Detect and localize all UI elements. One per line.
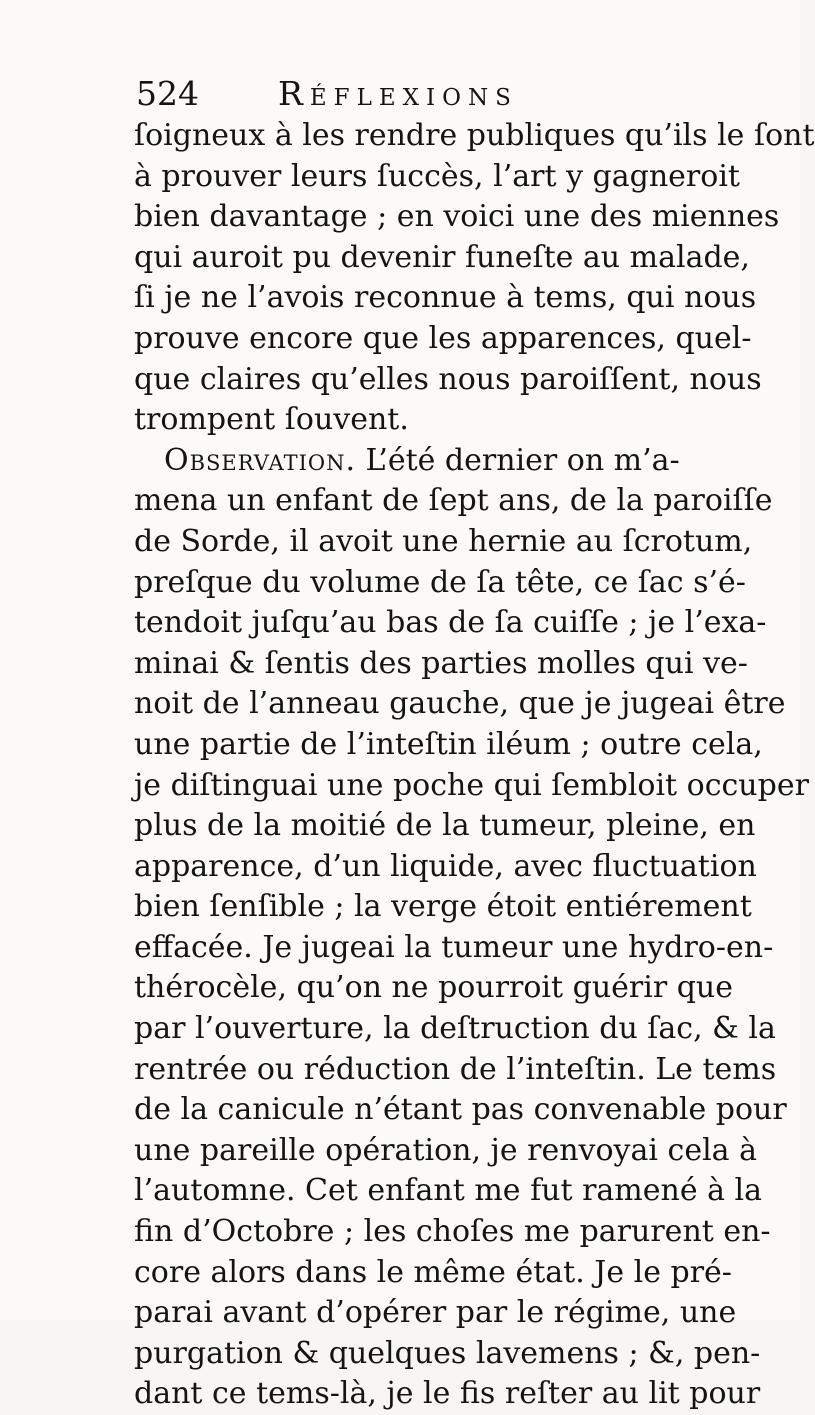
text-line: l’automne. Cet enfant me fut ramené à la — [134, 1173, 763, 1209]
text-line: bien davantage ; en voici une des miennes — [134, 199, 780, 235]
text-line: bien ſenſible ; la verge étoit entiérement — [134, 889, 752, 925]
text-line: je diſtinguai une poche qui ſembloit occuper — [134, 767, 809, 803]
text-line: qui auroit pu devenir funeſte au malade, — [134, 239, 750, 275]
text-line: parai avant d’opérer par le régime, une — [134, 1295, 737, 1331]
observation-heading: Observation. — [164, 442, 356, 478]
text-line: tendoit juſqu’au bas de ſa cuiſſe ; je l’exa- — [134, 605, 767, 641]
text-line: dant ce tems-là, je le fis reſter au lit pour — [134, 1376, 761, 1412]
text-line: core alors dans le même état. Je le pré- — [134, 1254, 732, 1290]
text-line: preſque du volume de ſa tête, ce ſac s’é- — [134, 564, 746, 600]
text-line: une pareille opération, je renvoyai cela à — [134, 1132, 757, 1168]
text-line: de la canicule n’étant pas convenable pour — [134, 1092, 787, 1128]
text-line: purgation & quelques lavemens ; &, pen- — [134, 1335, 761, 1371]
text-line: par l’ouverture, la deſtruction du ſac, & la — [134, 1011, 776, 1047]
text-line: ſoigneux à les rendre publiques qu’ils le ſont — [134, 118, 815, 153]
text-line: ſi je ne l’avois reconnue à tems, qui nous — [134, 280, 757, 316]
page-header — [132, 72, 672, 116]
text-line: de Sorde, il avoit une hernie au ſcrotum, — [134, 523, 753, 559]
text-line: mena un enfant de ſept ans, de la paroiſſe — [134, 483, 773, 519]
text-line: thérocèle, qu’on ne pourroit guérir que — [134, 970, 733, 1006]
text-line: prouve encore que les apparences, quel- — [134, 320, 752, 356]
text-line: minai & ſentis des parties molles qui ve- — [134, 645, 748, 681]
text-line: apparence, d’un liquide, avec fluctuation — [134, 848, 757, 884]
running-title: Réflexions — [278, 74, 518, 113]
text-line: noit de l’anneau gauche, que je jugeai être — [134, 686, 786, 722]
text-line: à prouver leurs ſuccès, l’art y gagneroit — [134, 158, 740, 194]
text-line: effacée. Je jugeai la tumeur une hydro-en- — [134, 929, 774, 965]
text-line: fin d’Octobre ; les choſes me parurent en- — [134, 1214, 771, 1250]
text-line: plus de la moitié de la tumeur, pleine, en — [134, 808, 756, 844]
text-line: que claires qu’elles nous paroiſſent, nous — [134, 361, 762, 397]
observation-line-text: L’été dernier on m’a- — [365, 442, 680, 478]
page-number: 524 — [136, 74, 199, 113]
observation-first-line — [134, 441, 680, 482]
text-line: rentrée ou réduction de l’inteſtin. Le tems — [134, 1051, 777, 1087]
text-line: trompent ſouvent. — [134, 402, 409, 438]
text-line: une partie de l’inteſtin iléum ; outre cela, — [134, 726, 763, 762]
body-text — [134, 116, 815, 1415]
